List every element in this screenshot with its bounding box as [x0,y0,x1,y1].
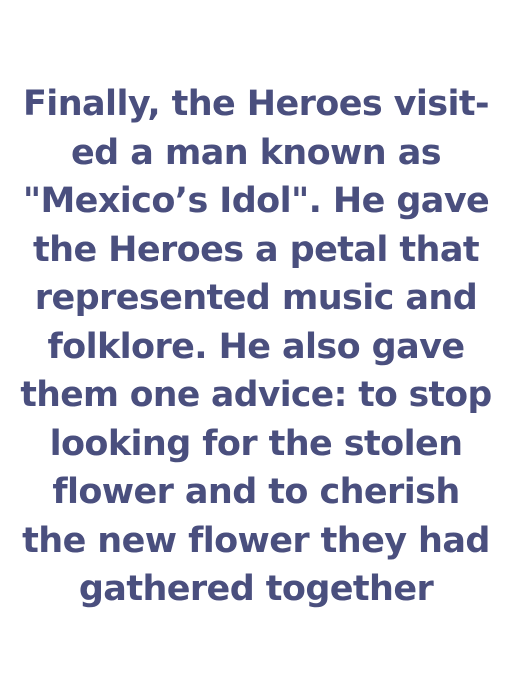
story-paragraph [20,80,492,614]
story-line-6: folklore. He also gave [47,326,465,367]
story-line-5: represented music and [34,278,478,318]
story-line-8: looking for the stolen [49,423,463,464]
story-line-9: flower and to cherish [52,472,460,512]
story-line-7: them one advice: to stop [20,375,492,415]
story-line-11: gathered together [78,569,434,609]
story-line-1: Finally, the Heroes visit- [23,84,489,124]
story-line-2: ed a man known as [71,132,441,173]
story-line-3: "Mexico’s Idol". He gave [22,181,490,221]
story-line-10: the new flower they had [22,520,490,561]
story-line-4: the Heroes a petal that [33,229,479,270]
